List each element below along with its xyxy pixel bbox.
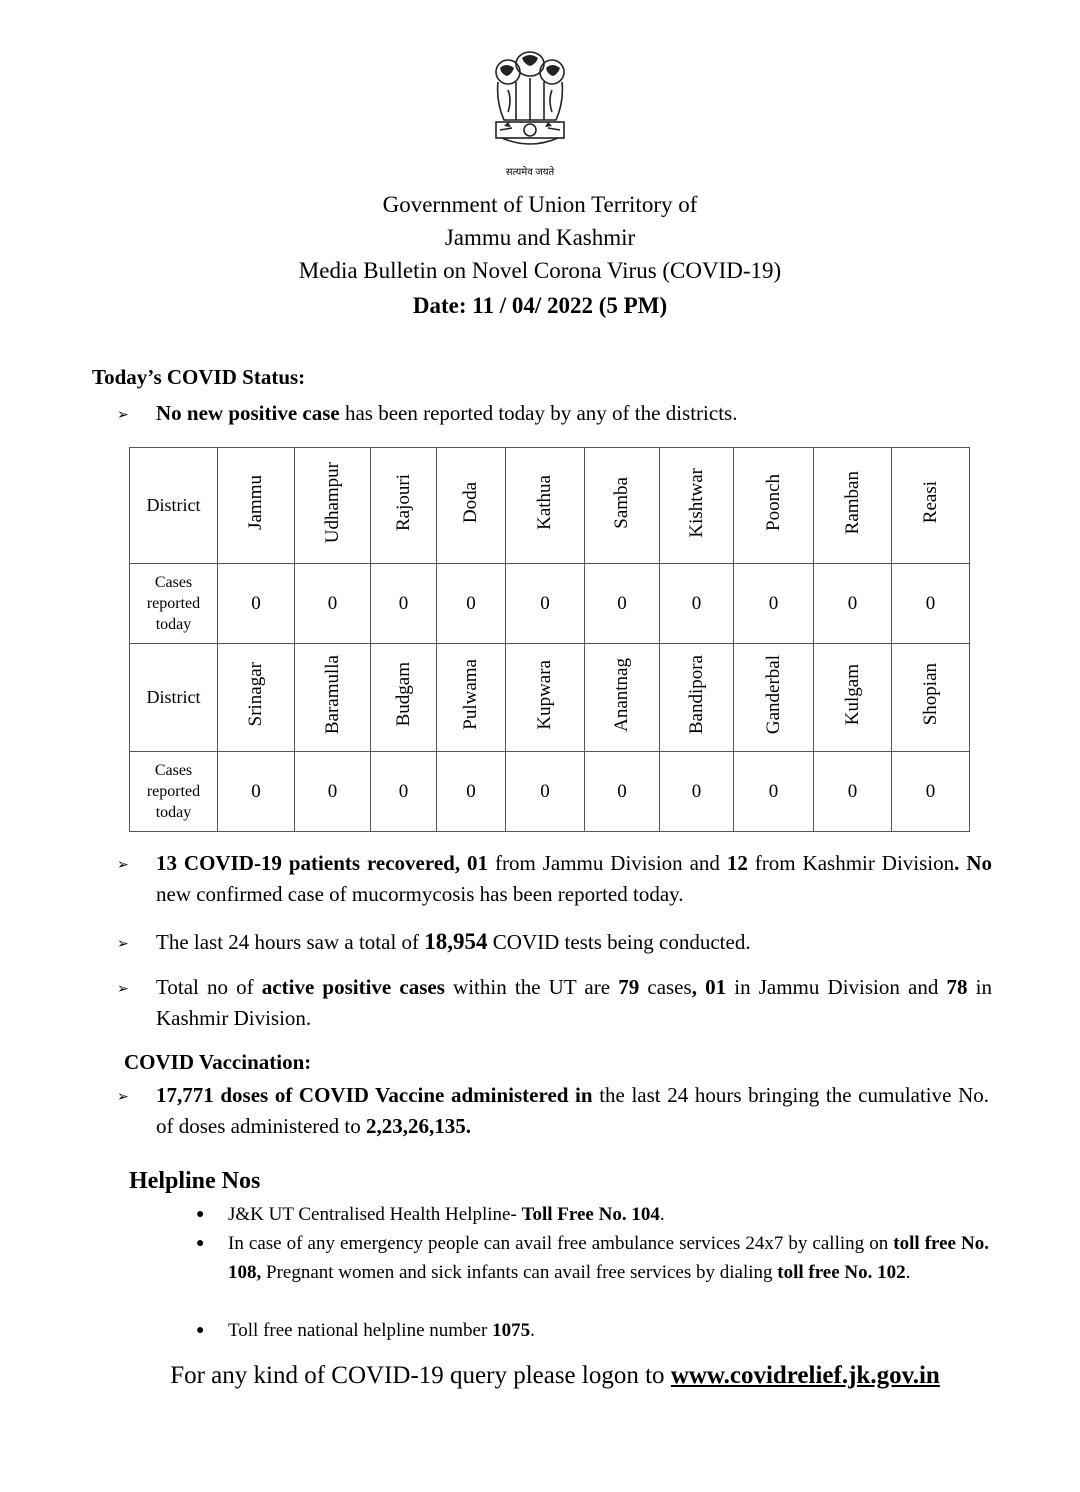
table-row: [130, 752, 970, 832]
district-cell: Ganderbal: [734, 644, 814, 752]
bullet-dot-icon: ●: [196, 1207, 205, 1222]
helpline-item: Toll free national helpline number 1075.: [228, 1320, 535, 1341]
cases-header-cell: Cases reported today: [130, 564, 218, 644]
district-cell: Kishtwar: [660, 448, 734, 564]
no-new-case-text: No new positive case has been reported today by any of the districts.: [156, 401, 738, 425]
vaccination-title: COVID Vaccination:: [124, 1050, 312, 1074]
district-cell: Reasi: [892, 448, 970, 564]
case-count-cell: 0: [734, 564, 814, 644]
state-emblem: [486, 42, 574, 182]
bullet-dot-icon: ●: [196, 1236, 205, 1251]
emblem-motto: सत्यमेव जयते: [505, 167, 555, 178]
case-count-cell: 0: [892, 564, 970, 644]
case-count-cell: 0: [506, 564, 585, 644]
district-cell: Kupwara: [506, 644, 585, 752]
arrow-bullet-icon: ➢: [117, 408, 129, 423]
status-title: Today’s COVID Status:: [92, 365, 306, 389]
district-cell: Shopian: [892, 644, 970, 752]
header-line-3: Media Bulletin on Novel Corona Virus (COVID-19): [298, 258, 782, 283]
district-cell: Srinagar: [218, 644, 295, 752]
district-cell: Kulgam: [814, 644, 892, 752]
vaccination-text: 17,771 doses of COVID Vaccine administered in the last 24 hours bringing the cumulative No. of doses administered to 2,23,26,135.: [156, 1083, 989, 1138]
cases-header-cell: Cases reported today: [130, 752, 218, 832]
district-cell: Bandipora: [660, 644, 734, 752]
helpline-title: Helpline Nos: [129, 1168, 261, 1194]
case-count-cell: 0: [437, 752, 506, 832]
district-cell: Poonch: [734, 448, 814, 564]
case-count-cell: 0: [437, 564, 506, 644]
arrow-bullet-icon: ➢: [117, 858, 129, 873]
district-cell: Samba: [585, 448, 660, 564]
district-cell: Pulwama: [437, 644, 506, 752]
bulletin-date: Date: 11 / 04/ 2022 (5 PM): [412, 293, 668, 318]
district-header-cell: District: [130, 448, 218, 564]
case-count-cell: 0: [814, 752, 892, 832]
covidrelief-link[interactable]: www.covidrelief.jk.gov.in: [670, 1362, 940, 1389]
case-count-cell: 0: [295, 564, 371, 644]
case-count-cell: 0: [814, 564, 892, 644]
case-count-cell: 0: [660, 752, 734, 832]
recovered-text: 13 COVID-19 patients recovered, 01 from Jammu Division and 12 from Kashmir Division. No new confirmed case of mucormycosis has been reported today.: [156, 851, 992, 906]
case-count-cell: 0: [660, 564, 734, 644]
table-row: [130, 448, 970, 564]
district-cell: Udhampur: [295, 448, 371, 564]
case-count-cell: 0: [585, 752, 660, 832]
district-cases-table: [129, 447, 970, 832]
district-cell: Anantnag: [585, 644, 660, 752]
case-count-cell: 0: [585, 564, 660, 644]
helpline-item: J&K UT Centralised Health Helpline- Toll Free No. 104.: [228, 1204, 665, 1225]
district-cell: Kathua: [506, 448, 585, 564]
tests-text: The last 24 hours saw a total of 18,954 COVID tests being conducted.: [156, 929, 751, 954]
case-count-cell: 0: [218, 752, 295, 832]
case-count-cell: 0: [892, 752, 970, 832]
case-count-cell: 0: [371, 564, 437, 644]
district-cell: Jammu: [218, 448, 295, 564]
header-line-2: Jammu and Kashmir: [444, 225, 636, 250]
district-header-cell: District: [130, 644, 218, 752]
case-count-cell: 0: [295, 752, 371, 832]
table-row: [130, 564, 970, 644]
district-cell: Baramulla: [295, 644, 371, 752]
helpline-item: In case of any emergency people can avail free ambulance services 24x7 by calling on toll free No. 108, Pregnant women and sick infants can avail free services by dialing toll free No. 102.: [228, 1233, 989, 1283]
arrow-bullet-icon: ➢: [117, 937, 129, 952]
footer-query-text: For any kind of COVID-19 query please logon to www.covidrelief.jk.gov.in: [170, 1362, 940, 1389]
arrow-bullet-icon: ➢: [117, 982, 129, 997]
district-cell: Doda: [437, 448, 506, 564]
case-count-cell: 0: [218, 564, 295, 644]
district-cell: Ramban: [814, 448, 892, 564]
table-row: [130, 644, 970, 752]
district-cell: Budgam: [371, 644, 437, 752]
bullet-dot-icon: ●: [196, 1323, 205, 1338]
case-count-cell: 0: [734, 752, 814, 832]
lion-capital-icon: [486, 42, 574, 162]
district-cell: Rajouri: [371, 448, 437, 564]
header-line-1: Government of Union Territory of: [382, 192, 698, 217]
active-cases-text: Total no of active positive cases within the UT are 79 cases, 01 in Jammu Division and 78 in Kashmir Division.: [156, 975, 992, 1030]
case-count-cell: 0: [506, 752, 585, 832]
case-count-cell: 0: [371, 752, 437, 832]
arrow-bullet-icon: ➢: [117, 1090, 129, 1105]
